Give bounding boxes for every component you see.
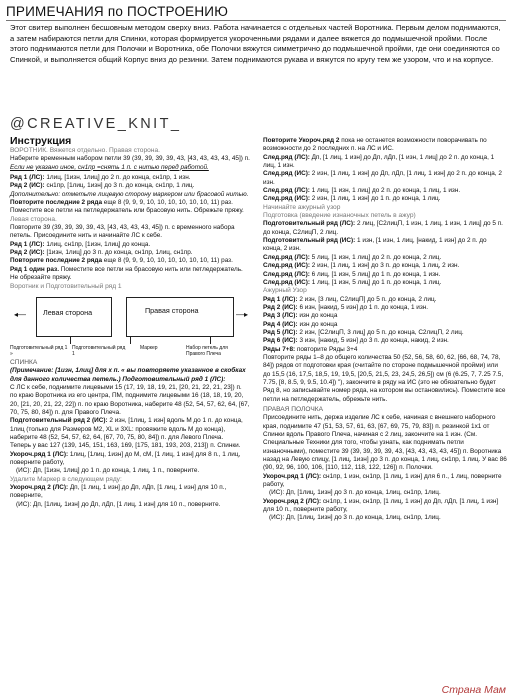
pattern-row-6: [263, 337, 507, 345]
pointer-line: [70, 337, 71, 344]
row-label: Ряд 2 (ИС):: [10, 249, 45, 257]
row-text: 2 лиц, [С2лицП, 1 изн, 1 лиц, 1 изн, 1 лиц] до 5 п. до конца, С2лицП, 2 лиц.: [263, 220, 503, 236]
pattern-row-3: [263, 312, 507, 320]
pointer-line: [210, 337, 211, 344]
repeat-label: Повторите Укороч.ряд 2: [263, 137, 340, 144]
repeat-short-row: [263, 137, 507, 154]
diagram-subheading: Воротник и Подготовительный ряд 1: [10, 282, 122, 290]
slip-note: Если не указано иное, сн1пр =снять 1 п. с нитью перед работой.: [10, 163, 209, 171]
row-text: Дп, [1лиц, 1изн] до 3 п. до конца, 1лиц, сн1пр, 1лиц.: [286, 489, 441, 497]
next-row-1: [263, 154, 507, 171]
row-text: 6 изн, [накид, 5 изн] до 1 п. до конца, 1 изн.: [299, 303, 429, 311]
title-rule: [6, 20, 506, 21]
left-column: [10, 135, 250, 509]
repeat-label: Повторите последние 2 ряда: [10, 257, 103, 265]
collar-row-2: [10, 182, 250, 190]
row-once-text: Поместите все петли на брасовую нить или петледержатель. Не обрезайте пряжу.: [10, 265, 243, 282]
arrow-left-icon: ◂—: [14, 309, 27, 319]
row-label: Ряд 5 (ЛС):: [263, 328, 298, 336]
row-label: Подготовительный ряд (ИС):: [263, 237, 356, 245]
left-row-1: [10, 241, 250, 249]
row-label: (ИС):: [269, 489, 285, 497]
site-logo: Страна Мам: [441, 684, 506, 696]
row-label: Подготовительный ряд (ЛС):: [263, 220, 356, 228]
short-row-1-ws: [10, 467, 250, 475]
left-pickup-paragraph: Повторите 39 (39, 39, 39, 39, 43, [43, 43, 43, 43, 45]) п. с временного набора петель. Присоедините нить и начинайте ЛС к себе.: [10, 224, 235, 240]
row-text: Дп, [1 лиц, 1 изн] до Дп, лДп, [1 лиц, 1 изн] для 10 п., поверните,: [10, 484, 227, 500]
row-label: Ряды 7+8:: [263, 345, 296, 353]
arrow-right-icon: —▸: [236, 309, 249, 319]
row-label: След.ряд (ИС):: [263, 262, 310, 270]
row-text: изн до конца: [299, 312, 338, 320]
row-label: (ИС):: [16, 467, 32, 475]
row-label: След.ряд (ИС):: [263, 170, 310, 178]
front-short-row-2-ws: [263, 514, 507, 522]
row-text: 2 изн, [1 лиц, 1 изн] до 1 п. до конца, 1 лиц.: [311, 195, 441, 203]
row-text: 2 изн, [3 лиц, С2лицП] до 5 п. до конца, 2 лиц.: [299, 295, 437, 303]
row-label: Ряд 2 (ИС):: [10, 182, 45, 190]
front-short-row-2: [263, 498, 507, 515]
row-text: 6 лиц, [1 изн, 5 лиц] до 1 п. до конца, 1 изн.: [311, 270, 441, 278]
row-text: изн до конца: [299, 320, 338, 328]
marker-note: Дополнительно: отметьте лицевую сторону маркером или брасовой нитью.: [10, 190, 249, 198]
pattern-row-4: [263, 321, 507, 329]
row-text: 1лиц, сн1пр, [1изн, 1лиц] до конца.: [46, 240, 151, 248]
prep-row-3: [263, 254, 507, 262]
diagram-caption-2: Подготовительный ряд 1: [72, 344, 126, 357]
row-text: Дп, [1 лиц, 1 изн] до Дп, лДп, [1 изн, 1 лиц] до 2 п. до конца, 1 лиц, 1 изн.: [263, 153, 495, 170]
collar-row-1: [10, 174, 250, 182]
next-row-4: [263, 195, 507, 203]
repeat-text: еще 8 (9, 9, 9, 10, 10, 10, 10, 10, 10, 11) раз.: [103, 257, 233, 265]
row-label: След.ряд (ЛС):: [263, 187, 310, 195]
page-title: ПРИМЕЧАНИЯ по ПОСТРОЕНИЮ: [6, 4, 229, 19]
repeat-text: еще 8 (9, 9, 9, 10, 10, 10, 10, 10, 10, 11) раз. Поместите все петли на петледержатель или брасовую нить. Обрежьте пряжу.: [10, 199, 244, 215]
row-text: 5 лиц, [1 изн, 1 лиц] до 2 п. до конца, 2 лиц.: [311, 253, 442, 261]
prep-row-1: [263, 220, 507, 237]
row-label: Ряд 2 (ИС):: [263, 303, 298, 311]
back-count-paragraph: Теперь у вас 127 (139, 145, 151, 163, 169, [175, 181, 193, 203, 213]) п. Спинки.: [10, 442, 241, 450]
row-label: Подготовительный ряд 2 (ИС):: [10, 417, 108, 425]
pattern-row-5: [263, 329, 507, 337]
front-pickup-paragraph: Присоедините нить, держа изделие ЛС к себе, начиная с внешнего наборного края, поднимите 47 (51, 53, 57, 61, 63, [67, 69, 75, 79, 83]) п. резинкой 1х1 от Спинки вдоль Правого Плеча, начиная с 2 лиц, закончите на 1 изн. (См. Специальные Техники для того, чтобы узнать, как поднимать петли изнаночными), поместите 39 (39, 39, 39, 39, 43, [43, 43, 43, 43, 45]) п. Воротника назад на Левую спицу, [1 лиц, 1изн] до 3 п. до конца, 1 лиц, сн1пр, 1 лиц. У вас 86 (90, 92, 96, 100, 106, [110, 112, 118, 122, 126]) п. Полочки.: [263, 414, 507, 472]
front-short-row-1-ws: [263, 489, 507, 497]
row-label: Укороч.ряд 2 (ЛС):: [10, 484, 69, 491]
row-text: 3 изн, [накид, 5 изн] до 3 п. до конца, накид, 2 изн.: [299, 337, 449, 345]
row-text: [1изн, 1лиц] до 3 п. до конца, сн1пр, 1лиц, сн1пр.: [46, 249, 193, 257]
row-label: Укороч.ряд 2 (ЛС):: [263, 497, 322, 505]
repeat-paragraph-1: [10, 199, 250, 216]
diagram-caption-4: Набор петель для Правого Плеча: [186, 344, 228, 357]
row-text: Дп, [1лиц, 1изн] до 3 п. до конца, 1лиц, сн1пр, 1лиц.: [286, 514, 441, 522]
row-label: След.ряд (ИС):: [263, 278, 310, 286]
back-subheading: СПИНКА: [10, 358, 38, 366]
prep-row-2: [263, 237, 507, 254]
row-label: Укороч.ряд 1 (ЛС):: [10, 450, 69, 458]
right-side-box: Правая сторона: [126, 297, 234, 337]
instruction-heading: Инструкция: [10, 135, 72, 147]
pattern-subheading: Ажурный Узор: [263, 287, 307, 295]
right-column: [263, 137, 507, 523]
remove-marker-note: Удалите Маркер в следующем ряду:: [10, 475, 122, 483]
row-once-paragraph: [10, 266, 250, 283]
row-label: (ИС):: [16, 500, 32, 508]
row-label: След.ряд (ЛС):: [263, 253, 310, 261]
short-row-2: [10, 484, 250, 501]
right-front-subheading: ПРАВАЯ ПОЛОЧКА: [263, 406, 324, 413]
pointer-line: [130, 337, 131, 344]
row-text: 1лиц, [1изн, 1лиц] до 2 п. до конца, сн1пр, 1 изн.: [46, 174, 191, 182]
diagram-caption-3: Маркер: [140, 344, 158, 351]
row-text: повторите Ряды 3+4: [296, 345, 358, 353]
collar-subheading: ВОРОТНИК. Вяжется отдельно. Правая сторона.: [10, 147, 160, 154]
intro-paragraph: Этот свитер выполнен бесшовным методом сверху вниз. Работа начинается с отдельных частей Воротника. Первым делом поднимаются, а затем набираются петли для Спинки, которая формируется укороченными рядами и далее вяжется до подмышечной пройми. После этого поднимаются петли для Полочки и Воротника, обе Полочки вяжутся симметрично до подмышечной пройми, где они соединяются со Спинкой, и выполняется общий Корпус вниз до резинки. Затем поднимаются рукава и вяжутся по кругу тем же узором, что и на корпусе.: [10, 23, 501, 64]
row-label: Ряд 1 (ЛС):: [263, 295, 298, 303]
row-text: Дп, [1лиц, 1изн] до Дп, лДп, [1 лиц, 1 изн] для 10 п., поверните.: [33, 500, 221, 508]
prep-row-4: [263, 262, 507, 270]
row-text: 1 изн, [1 изн, 1 лиц, [накид, 1 изн] до 2 п. до конца, 2 изн.: [263, 237, 487, 253]
back-note: (Примечание: [1изн, 1лиц] для х п. « вы повторяете указанное в скобках для данного количества петель.) Подготовительный ряд 1 (ЛС):: [10, 367, 246, 383]
row-text: 1 лиц, [1 изн, 5 лиц] до 1 п. до конца, 1 лиц.: [311, 278, 442, 286]
lace-prep-subheading: Подготовка (введение изнаночных петель в ажур): [263, 212, 416, 220]
short-row-1: [10, 451, 250, 468]
pattern-row-7-8: [263, 346, 507, 354]
cast-on-paragraph: Наберите временным набором петли 39 (39, 39, 39, 39, 43, [43, 43, 43, 43, 45]) п.: [10, 155, 250, 163]
row-label: Ряд 4 (ИС):: [263, 320, 298, 328]
collar-diagram: [10, 293, 250, 359]
pattern-row-2: [263, 304, 507, 312]
row-label: След.ряд (ИС):: [263, 195, 310, 203]
row-text: сн1пр, 1 изн, сн1пр, [1 лиц, 1 изн] для 6 п., 1 лиц, поверните работу,: [263, 472, 502, 489]
next-row-3: [263, 187, 507, 195]
repeat-paragraph-2: [10, 257, 250, 265]
row-text: сн1пр, [1лиц, 1изн] до 3 п. до конца, сн1пр, 1 лиц.: [46, 182, 195, 190]
repeat-text: пока не останется возможности поворачивать по возможности до 2 последних п. на ЛС и ИС.: [263, 137, 487, 153]
prep-row-6: [263, 279, 507, 287]
row-label: Ряд 3 (ЛС):: [263, 312, 298, 320]
back-row-2: [10, 417, 250, 442]
prep-row-5: [263, 271, 507, 279]
row-label: Ряд 1 (ЛС):: [10, 174, 45, 182]
repeat-label: Повторите последние 2 ряда: [10, 199, 103, 207]
back-pickup-paragraph: С ЛС к себе, поднимите лицевыми 15 (17, 19, 18, 19, 21, [20, 21, 22, 21, 23]) п. по краю Воротника из его центра, ПМ, поднимите лицевыми 16 (18, 18, 19, 20, 20, [21, 20, 21, 22, 22]) п. по краю Воротника, наберите 48 (52, 54, 57, 62, 64, [67, 70, 75, 80, 84]) п. для Правого Плеча.: [10, 383, 250, 416]
front-short-row-1: [263, 473, 507, 490]
row-label: Ряд 1 (ЛС):: [10, 240, 45, 248]
diagram-caption-1: Подготовительный ряд 1 »: [10, 344, 68, 357]
row-text: 2 изн, [1 лиц, 1 изн] до 3 п. до конца, 1 лиц, 2 изн.: [311, 262, 460, 270]
short-row-2-ws: [10, 501, 250, 509]
row-text: сн1пр, 1 изн, сн1пр, [1 лиц, 1 изн] до Дп, лДп, [1 лиц, 1 изн] для 10 п., поверните работу,: [263, 497, 499, 514]
row-text: 1лиц, [1лиц, 1изн] до М, сМ, [1 лиц, 1 изн] для 8 п., 1 лиц, поверните работу,: [10, 450, 241, 466]
row-text: 2 изн, [1 лиц, 1 изн] до Дп, лДп, [1 лиц, 1 изн] до 2 п. до конца, 2 изн.: [263, 170, 502, 186]
row-label: Ряд 6 (ИС):: [263, 337, 298, 345]
row-label: (ИС):: [269, 514, 285, 522]
row-once-label: Ряд 1 один раз.: [10, 265, 59, 273]
row-label: Укороч.ряд 1 (ЛС):: [263, 472, 322, 480]
row-label: След.ряд (ЛС):: [263, 270, 310, 278]
left-side-box: Левая сторона: [36, 297, 112, 337]
repeat-rows-paragraph: Повторите ряды 1–8 до общего количества 50 (52, 56, 58, 60, 62, [66, 68, 74, 78, 84]) рядов от подготовки края (считайте по стороне подмышечной пройми) или до 15,5 (16, 17,5, 18,5, 19, 19,5, [20,5, 21,5, 23, 24,5, 26,5]) см (6 (6.25, 7, 7.25 7.5, 7.75, [8, 8.5, 9, 9.5, 10.4]) "), закончите в ряду на ИС (это не обязательно будет Ряд 8, но записывайте номер ряда, на котором вы остановились). Поместите все петли на петледержатель, обрежьте нить.: [263, 353, 506, 403]
row-text: Дп, [1изн, 1лиц] до 1 п. до конца, 1 лиц, 1 п., поверните.: [33, 467, 200, 475]
watermark-handle: @CREATIVE_KNIT_: [10, 116, 182, 132]
left-row-2: [10, 249, 250, 257]
row-text: 2 изн, [С2лицП, 3 лиц] до 5 п. до конца, С2лицП, 2 лиц.: [299, 328, 464, 336]
row-text: 2 изн, [1лиц, 1 изн] вдоль М до 1 п. до конца, 1лиц (только для Размеров M2, XL и 3XL: провяжите вдоль М до конца), наберите 48 (52, 54, 57, 62, 64, [67, 70, 75, 80, 84]) п. для Левого Плеча.: [10, 417, 243, 441]
row-text: 1 лиц, [1 изн, 1 лиц] до 2 п. до конца, 1 лиц, 1 изн.: [311, 187, 461, 195]
row-label: След.ряд (ЛС):: [263, 153, 310, 161]
lace-subheading: Начинайте ажурный узор: [263, 203, 341, 211]
next-row-2: [263, 170, 507, 187]
pattern-row-1: [263, 296, 507, 304]
left-side-subheading: Левая сторона.: [10, 215, 57, 223]
